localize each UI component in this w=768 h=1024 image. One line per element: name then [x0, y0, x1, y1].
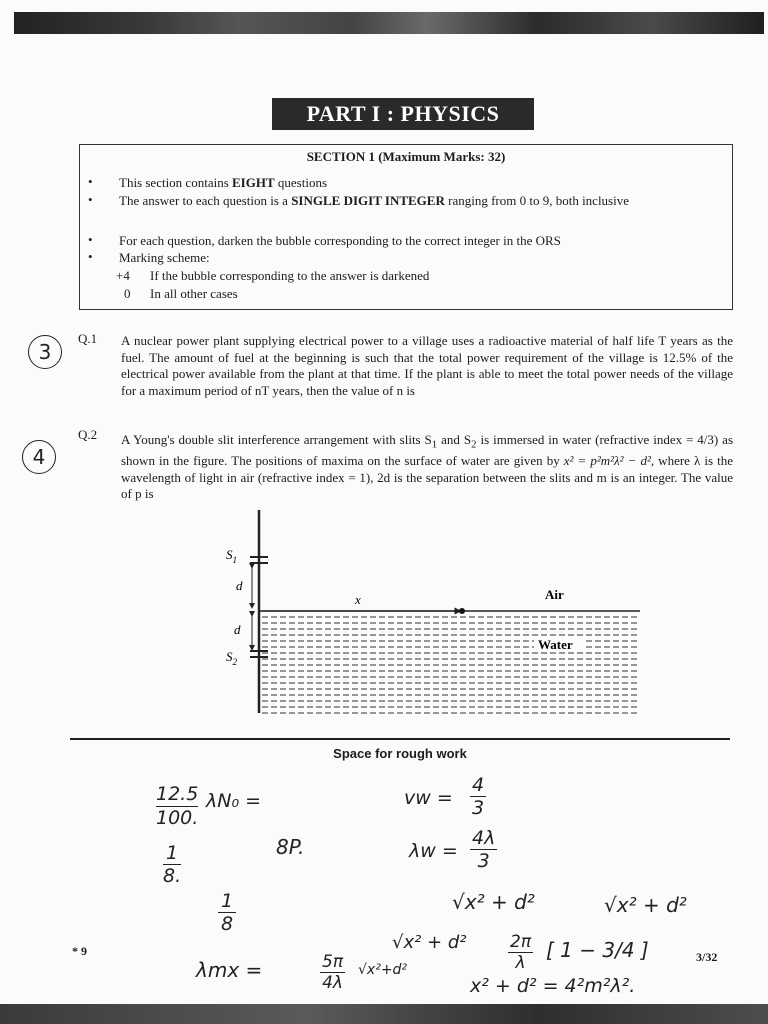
- rough-work-divider: [70, 738, 730, 740]
- bullet-dot: •: [88, 174, 93, 189]
- bottom-scan-band: [0, 1004, 768, 1024]
- hand-note-lambda-n0: λN₀ =: [206, 790, 262, 812]
- hand-note-lmx-root: √x²+d²: [358, 962, 408, 978]
- instruction-4: Marking scheme:: [119, 250, 210, 265]
- answer-mark-q2: 4: [22, 440, 56, 474]
- section-heading: SECTION 1 (Maximum Marks: 32): [306, 149, 506, 164]
- instruction-2: The answer to each question is a SINGLE DIGIT INTEGER ranging from 0 to 9, both inclusive: [119, 193, 629, 208]
- hand-note-2pi-lambda: 2π λ: [510, 932, 532, 973]
- hand-note-vw-frac: 4 3: [472, 774, 485, 819]
- hand-note-root-2: √x² + d²: [604, 893, 687, 917]
- scheme-text-positive: If the bubble corresponding to the answer is darkened: [150, 268, 430, 283]
- question-text-q1: A nuclear power plant supplying electrical power to a village uses a radioactive material of half life T years as the fuel. The amount of fuel at the beginning is such that the total power requirement of the village is 12.5% of the electrical power available from the plant at that time. If the plant is able to meet the total power needs of the village for a maximum period of nT years, then the value of n is: [121, 333, 733, 398]
- label-d-bottom: d: [234, 622, 241, 637]
- hand-note-vw: vw =: [404, 787, 453, 809]
- question-number-q1: Q.1: [78, 331, 98, 346]
- hand-note-one-eighth-2: 1 8: [218, 890, 236, 935]
- label-d-top: d: [236, 578, 243, 593]
- question-number-q2: Q.2: [78, 427, 98, 442]
- instruction-1: This section contains EIGHT questions: [119, 175, 328, 190]
- hand-note-root-1: √x² + d²: [452, 890, 535, 914]
- answer-mark-q1: 3: [28, 335, 62, 369]
- instruction-3: For each question, darken the bubble corresponding to the correct integer in the ORS: [119, 233, 561, 248]
- label-water: Water: [538, 637, 573, 652]
- rough-work-title: Space for rough work: [333, 746, 467, 761]
- label-x: x: [355, 592, 361, 607]
- label-s1: $S_1$: [226, 547, 237, 565]
- question-text-q2: A Young's double slit interference arrangement with slits $S_1$ and $S_2$ is immersed in water (refractive index = 4/3) as shown in the figure. The positions of maxima on the surface of water are given by x² = p²m²λ² − d², where λ is the wavelength of light in air (refractive index = 1), 2d is the separation between the slits and m is an integer. The value of p is: [121, 432, 734, 502]
- footer-code: * 9: [72, 944, 87, 958]
- hand-note-lmx: λmx =: [196, 958, 263, 982]
- hand-note-lmx-frac: 5π 4λ: [322, 952, 344, 993]
- scheme-text-zero: In all other cases: [150, 286, 238, 301]
- hand-note-final: x² + d² = 4²m²λ².: [470, 975, 636, 997]
- scheme-mark-zero: 0: [124, 286, 131, 301]
- bullet-dot: •: [88, 192, 93, 207]
- hand-note-8p: 8P.: [276, 835, 305, 859]
- page-number: 3/32: [696, 950, 718, 964]
- hand-note-lw-frac: 4λ 3: [472, 827, 496, 872]
- water-hatching: [262, 617, 640, 713]
- scheme-mark-positive: +4: [116, 268, 130, 283]
- label-s2: $S_2$: [226, 649, 237, 667]
- hand-note-one-eighth: 1 8.: [163, 842, 182, 887]
- maxima-point: [459, 608, 465, 614]
- label-air: Air: [545, 587, 564, 602]
- part-title: PART I : PHYSICS: [272, 98, 534, 130]
- bullet-dot: •: [88, 232, 93, 247]
- hand-note-root-3: √x² + d²: [392, 932, 467, 953]
- hand-note-12-5: 12.5 100.: [156, 783, 199, 829]
- bullet-dot: •: [88, 249, 93, 264]
- hand-note-lw: λw =: [409, 840, 458, 862]
- hand-note-bracket: [ 1 − 3/4 ]: [546, 938, 649, 962]
